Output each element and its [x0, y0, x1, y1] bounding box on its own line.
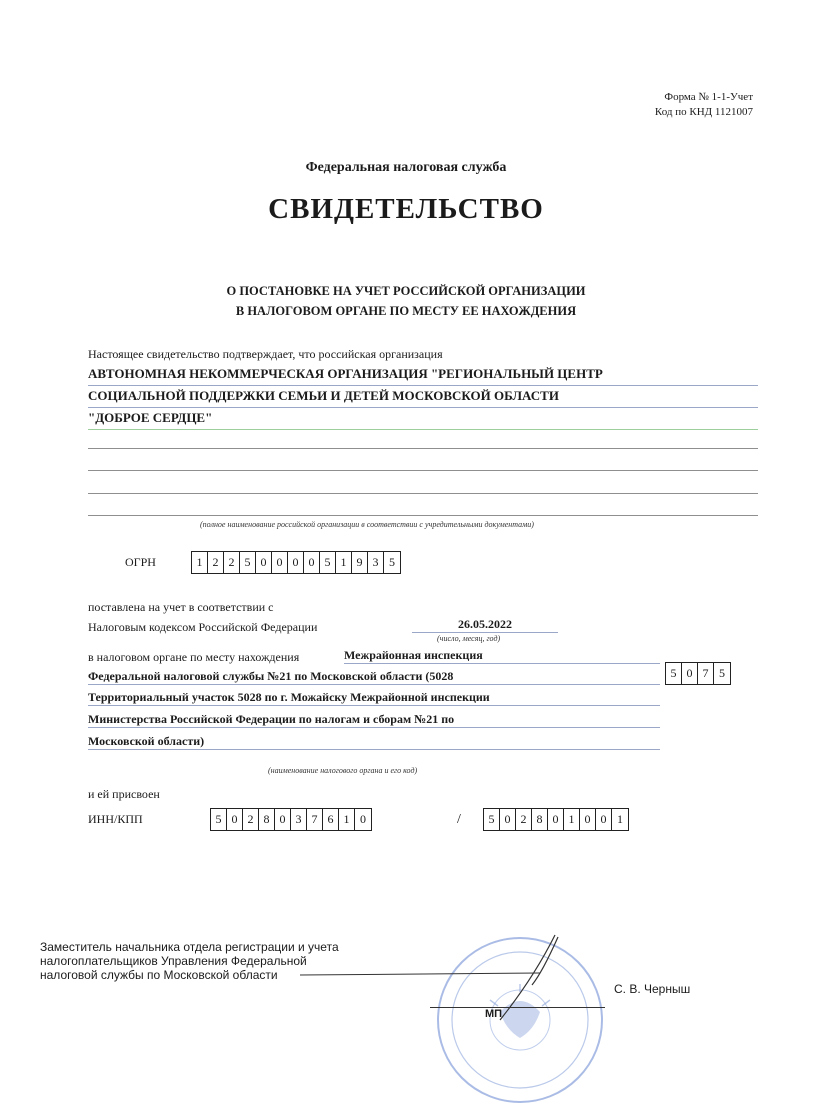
blank-line	[88, 448, 758, 449]
authority-line-3: Территориальный участок 5028 по г. Можайску Межрайонной инспекции	[88, 690, 660, 706]
kpp-digit-cell: 2	[516, 809, 532, 830]
ogrn-digit-cell: 2	[208, 552, 224, 573]
ogrn-cells	[191, 551, 401, 574]
form-code-block	[655, 90, 753, 120]
authority-line-4: Министерства Российской Федерации по налогам и сборам №21 по	[88, 712, 660, 728]
confirm-text: Настоящее свидетельство подтверждает, что российская организация	[88, 347, 443, 361]
authority-code-cells	[665, 662, 731, 685]
signature-underline	[430, 1007, 605, 1008]
ogrn-digit-cell: 2	[224, 552, 240, 573]
authority-line-5: Московской области)	[88, 734, 660, 750]
authority-caption: (наименование налогового органа и его код)	[268, 766, 418, 775]
ogrn-digit-cell: 5	[320, 552, 336, 573]
authority-line-2: Федеральной налоговой службы №21 по Московской области (5028	[88, 669, 660, 685]
knd-code: Код по КНД 1121007	[654, 106, 753, 118]
ogrn-digit-cell: 0	[272, 552, 288, 573]
inn-kpp-separator: /	[457, 812, 461, 827]
subtitle-line-1: О ПОСТАНОВКЕ НА УЧЕТ РОССИЙСКОЙ ОРГАНИЗАЦИИ	[226, 284, 586, 298]
inn-digit-cell: 8	[259, 809, 275, 830]
kpp-digit-cell: 8	[532, 809, 548, 830]
authority-code-digit-cell: 7	[698, 663, 714, 684]
kpp-digit-cell: 0	[548, 809, 564, 830]
authority-code-digit-cell: 5	[719, 666, 725, 680]
kpp-digit-cell: 5	[484, 809, 500, 830]
kpp-digit-cell: 0	[580, 809, 596, 830]
ogrn-digit-cell: 1	[192, 552, 208, 573]
inn-kpp-label: ИНН/КПП	[88, 812, 143, 826]
inn-digit-cell: 3	[291, 809, 307, 830]
ogrn-digit-cell: 5	[240, 552, 256, 573]
organization-name-line-1: АВТОНОМНАЯ НЕКОММЕРЧЕСКАЯ ОРГАНИЗАЦИЯ "РЕГИОНАЛЬНЫЙ ЦЕНТР	[88, 364, 758, 386]
mp-label: МП	[485, 1008, 503, 1020]
inn-digit-cell: 7	[307, 809, 323, 830]
ogrn-digit-cell: 1	[336, 552, 352, 573]
kpp-digit-cell: 0	[596, 809, 612, 830]
signer-name: С. В. Черныш	[614, 982, 691, 996]
assigned-label: и ей присвоен	[88, 787, 160, 801]
authority-label: в налоговом органе по месту нахождения	[88, 650, 300, 664]
document-subtitle	[0, 281, 812, 321]
organization-name-line-3: "ДОБРОЕ СЕРДЦЕ"	[88, 408, 758, 430]
ogrn-digit-cell: 9	[352, 552, 368, 573]
signatory-position	[40, 940, 339, 982]
blank-line	[88, 470, 758, 471]
ogrn-digit-cell: 0	[256, 552, 272, 573]
authority-line-1: Межрайонная инспекция	[344, 648, 660, 664]
handwritten-signature	[300, 925, 580, 1025]
blank-line	[88, 493, 758, 494]
form-number: Форма № 1-1-Учет	[664, 91, 753, 103]
inn-digit-cell: 5	[211, 809, 227, 830]
agency-name: Федеральная налоговая служба	[305, 160, 507, 175]
registered-text-line-1: поставлена на учет в соответствии с	[88, 600, 274, 614]
inn-digit-cell: 0	[227, 809, 243, 830]
inn-digit-cell: 2	[243, 809, 259, 830]
ogrn-label: ОГРН	[125, 555, 156, 569]
organization-name-caption: (полное наименование российской организации в соответствии с учредительными документами)	[200, 520, 534, 529]
authority-code-digit-cell: 0	[682, 663, 698, 684]
subtitle-line-2: В НАЛОГОВОМ ОРГАНЕ ПО МЕСТУ ЕЕ НАХОЖДЕНИЯ	[235, 304, 577, 318]
inn-digit-cell: 0	[275, 809, 291, 830]
registered-text-line-2: Налоговым кодексом Российской Федерации	[88, 620, 318, 634]
ogrn-digit-cell: 0	[304, 552, 320, 573]
ogrn-digit-cell: 5	[389, 555, 395, 569]
date-caption: (число, месяц, год)	[437, 634, 501, 643]
position-line-3: налоговой службы по Московской области	[40, 968, 278, 982]
position-line-1: Заместитель начальника отдела регистрации и учета	[40, 940, 339, 954]
ogrn-digit-cell: 3	[368, 552, 384, 573]
ogrn-digit-cell: 0	[288, 552, 304, 573]
inn-digit-cell: 6	[323, 809, 339, 830]
inn-cells	[210, 808, 372, 831]
kpp-cells	[483, 808, 629, 831]
kpp-digit-cell: 1	[617, 812, 623, 826]
position-line-2: налогоплательщиков Управления Федеральной	[40, 954, 307, 968]
document-title: СВИДЕТЕЛЬСТВО	[268, 193, 544, 225]
kpp-digit-cell: 1	[564, 809, 580, 830]
organization-name-line-2: СОЦИАЛЬНОЙ ПОДДЕРЖКИ СЕМЬИ И ДЕТЕЙ МОСКОВСКОЙ ОБЛАСТИ	[88, 386, 758, 408]
inn-digit-cell: 0	[360, 812, 366, 826]
kpp-digit-cell: 0	[500, 809, 516, 830]
blank-line	[88, 515, 758, 516]
registration-date: 26.05.2022	[412, 617, 558, 633]
authority-code-digit-cell: 5	[666, 663, 682, 684]
inn-digit-cell: 1	[339, 809, 355, 830]
